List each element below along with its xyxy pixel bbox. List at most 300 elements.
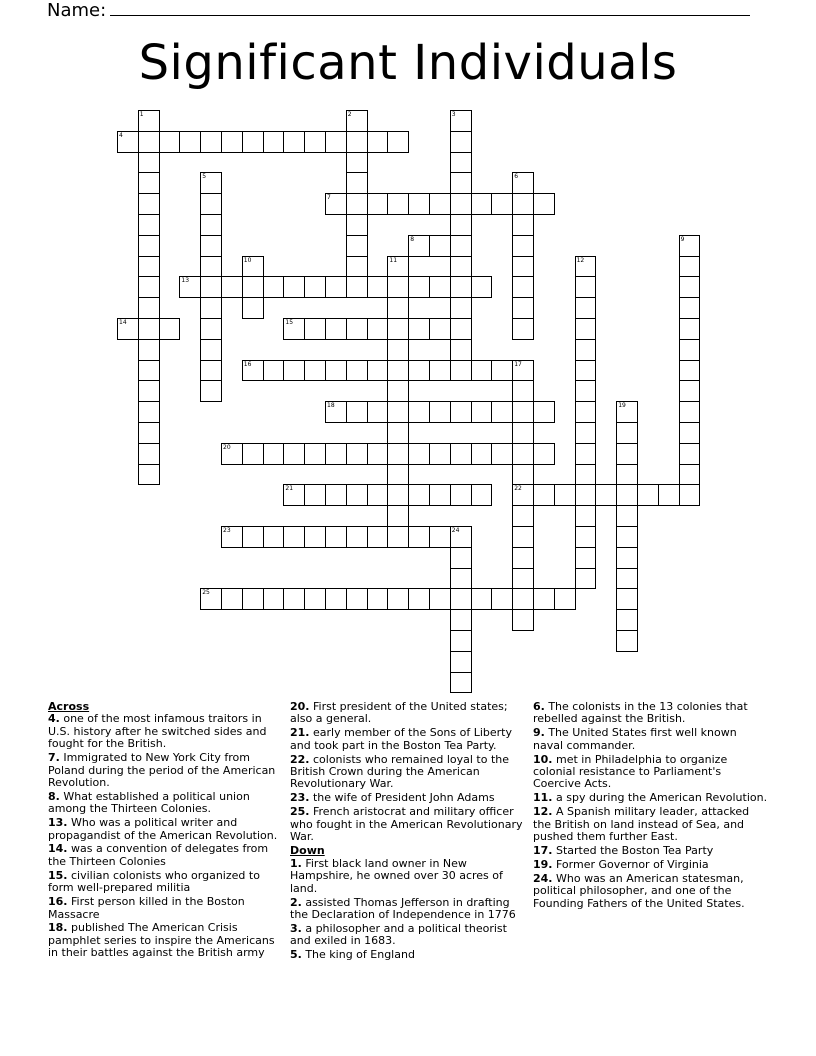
grid-cell[interactable] [325,360,347,382]
clue-number: 23. [290,791,310,805]
clue-number: 22 [514,485,522,493]
grid-cell[interactable] [138,110,160,132]
grid-cell[interactable] [554,484,576,506]
clue-number: 10. [533,752,553,766]
grid-cell[interactable] [491,443,513,465]
grid-cell[interactable] [387,464,409,486]
grid-cell[interactable] [450,172,472,194]
grid-cell[interactable] [387,422,409,444]
grid-cell[interactable] [450,526,472,548]
grid-cell[interactable] [512,609,534,631]
grid-cell[interactable] [179,131,201,153]
grid-cell[interactable] [575,401,597,423]
grid-cell[interactable] [387,193,409,215]
grid-cell[interactable] [387,401,409,423]
grid-cell[interactable] [512,235,534,257]
grid-cell[interactable] [138,276,160,298]
grid-cell[interactable] [679,464,701,486]
grid-cell[interactable] [138,256,160,278]
grid-cell[interactable] [450,568,472,590]
grid-cell[interactable] [512,297,534,319]
grid-cell[interactable] [367,588,389,610]
grid-cell[interactable] [575,339,597,361]
grid-cell[interactable] [616,422,638,444]
grid-cell[interactable] [575,318,597,340]
clue-number: 13. [48,816,68,830]
grid-cell[interactable] [533,484,555,506]
grid-cell[interactable] [387,526,409,548]
grid-cell[interactable] [387,484,409,506]
clue-text: The colonists in the 13 colonies that rebelled against the British. [533,700,748,726]
grid-cell[interactable] [346,235,368,257]
grid-cell[interactable] [283,276,305,298]
grid-cell[interactable] [346,401,368,423]
clue-number: 9 [680,235,685,243]
grid-cell[interactable] [575,568,597,590]
grid-cell[interactable] [575,297,597,319]
grid-cell[interactable] [512,214,534,236]
grid-cell[interactable] [242,276,264,298]
grid-cell[interactable] [408,360,430,382]
grid-cell[interactable] [221,131,243,153]
across-clue [48,870,284,895]
grid-cell[interactable] [304,318,326,340]
grid-cell[interactable] [450,276,472,298]
grid-cell[interactable] [429,235,451,257]
grid-cell[interactable] [138,380,160,402]
clue-text: French aristocrat and military officer who fought in the American Revolutionary War. [290,805,523,844]
grid-cell[interactable] [325,484,347,506]
grid-cell[interactable] [367,360,389,382]
grid-cell[interactable] [138,172,160,194]
grid-cell[interactable] [325,318,347,340]
grid-cell[interactable] [450,214,472,236]
grid-cell[interactable] [138,193,160,215]
grid-cell[interactable] [429,401,451,423]
clue-text: met in Philadelphia to organize colonial resistance to Parliament's Coercive Acts. [533,752,728,791]
grid-cell[interactable] [450,360,472,382]
grid-cell[interactable] [429,588,451,610]
grid-cell[interactable] [575,505,597,527]
grid-cell[interactable] [408,193,430,215]
grid-cell[interactable] [304,526,326,548]
grid-cell[interactable] [450,193,472,215]
clue-text: colonists who remained loyal to the British Crown during the American Revolutionary War. [290,752,510,791]
grid-cell[interactable] [512,464,534,486]
grid-cell[interactable] [346,360,368,382]
grid-cell[interactable] [138,297,160,319]
grid-cell[interactable] [450,547,472,569]
grid-cell[interactable] [242,131,264,153]
grid-cell[interactable] [450,131,472,153]
grid-cell[interactable] [179,276,201,298]
grid-cell[interactable] [512,276,534,298]
grid-cell[interactable] [450,152,472,174]
grid-cell[interactable] [512,568,534,590]
grid-cell[interactable] [429,193,451,215]
down-clue [533,845,769,857]
clue-number: 11 [389,256,398,264]
grid-cell[interactable] [471,360,493,382]
grid-cell[interactable] [138,339,160,361]
grid-cell[interactable] [679,422,701,444]
clue-text: The United States first well known naval commander. [533,726,737,752]
clue-number: 25 [202,589,210,597]
grid-cell[interactable] [429,443,451,465]
grid-cell[interactable] [367,276,389,298]
grid-cell[interactable] [304,443,326,465]
clue-number: 20. [290,700,310,713]
grid-cell[interactable] [263,588,285,610]
grid-cell[interactable] [325,588,347,610]
grid-cell[interactable] [263,131,285,153]
grid-cell[interactable] [117,318,139,340]
grid-cell[interactable] [408,235,430,257]
grid-cell[interactable] [575,422,597,444]
clue-number: 16 [243,360,252,368]
grid-cell[interactable] [429,360,451,382]
grid-cell[interactable] [471,276,493,298]
grid-cell[interactable] [387,505,409,527]
grid-cell[interactable] [575,547,597,569]
clue-text: was a convention of delegates from the Thirteen Colonies [48,842,269,868]
grid-cell[interactable] [450,609,472,631]
grid-cell[interactable] [512,422,534,444]
grid-cell[interactable] [429,526,451,548]
grid-cell[interactable] [325,401,347,423]
grid-cell[interactable] [200,318,222,340]
grid-cell[interactable] [138,214,160,236]
grid-cell[interactable] [512,505,534,527]
grid-cell[interactable] [637,484,659,506]
grid-cell[interactable] [450,318,472,340]
grid-cell[interactable] [283,360,305,382]
grid-cell[interactable] [159,131,181,153]
grid-cell[interactable] [138,401,160,423]
grid-cell[interactable] [512,360,534,382]
clue-text: a spy during the American Revolution. [552,791,768,805]
grid-cell[interactable] [138,422,160,444]
grid-cell[interactable] [512,256,534,278]
grid-cell[interactable] [679,256,701,278]
grid-cell[interactable] [138,464,160,486]
grid-cell[interactable] [304,276,326,298]
grid-cell[interactable] [450,235,472,257]
grid-cell[interactable] [221,276,243,298]
down-clue [533,873,769,910]
grid-cell[interactable] [346,131,368,153]
grid-cell[interactable] [263,276,285,298]
grid-cell[interactable] [325,276,347,298]
grid-cell[interactable] [450,256,472,278]
grid-cell[interactable] [367,443,389,465]
grid-cell[interactable] [491,193,513,215]
grid-cell[interactable] [138,443,160,465]
grid-cell[interactable] [200,339,222,361]
grid-cell[interactable] [304,131,326,153]
across-clue [48,843,284,868]
grid-cell[interactable] [491,360,513,382]
grid-cell[interactable] [367,131,389,153]
grid-cell[interactable] [575,464,597,486]
grid-cell[interactable] [221,588,243,610]
grid-cell[interactable] [679,235,701,257]
grid-cell[interactable] [679,318,701,340]
grid-cell[interactable] [575,443,597,465]
grid-cell[interactable] [429,318,451,340]
grid-cell[interactable] [138,318,160,340]
grid-cell[interactable] [346,318,368,340]
grid-cell[interactable] [138,235,160,257]
grid-cell[interactable] [387,297,409,319]
grid-cell[interactable] [575,256,597,278]
grid-cell[interactable] [450,339,472,361]
down-clue [533,727,769,752]
clue-text: assisted Thomas Jefferson in drafting the Declaration of Independence in 1776 [290,895,516,921]
grid-cell[interactable] [512,443,534,465]
grid-cell[interactable] [533,193,555,215]
grid-cell[interactable] [575,276,597,298]
clue-number: 23 [223,527,231,534]
grid-cell[interactable] [346,276,368,298]
grid-cell[interactable] [346,152,368,174]
grid-cell[interactable] [346,214,368,236]
down-clue [533,792,769,804]
grid-cell[interactable] [200,380,222,402]
grid-cell[interactable] [616,443,638,465]
grid-cell[interactable] [408,526,430,548]
grid-cell[interactable] [138,152,160,174]
grid-cell[interactable] [200,256,222,278]
grid-cell[interactable] [200,360,222,382]
grid-cell[interactable] [242,443,264,465]
grid-cell[interactable] [512,318,534,340]
grid-cell[interactable] [450,484,472,506]
grid-cell[interactable] [429,484,451,506]
grid-cell[interactable] [491,401,513,423]
grid-cell[interactable] [450,110,472,132]
grid-cell[interactable] [263,360,285,382]
grid-cell[interactable] [283,588,305,610]
grid-cell[interactable] [616,505,638,527]
down-clue [290,858,526,895]
grid-cell[interactable] [325,526,347,548]
grid-cell[interactable] [512,484,534,506]
grid-cell[interactable] [512,401,534,423]
grid-cell[interactable] [304,484,326,506]
grid-cell[interactable] [346,484,368,506]
grid-cell[interactable] [450,401,472,423]
grid-cell[interactable] [283,526,305,548]
grid-cell[interactable] [263,443,285,465]
grid-cell[interactable] [387,339,409,361]
grid-cell[interactable] [242,588,264,610]
grid-cell[interactable] [679,360,701,382]
grid-cell[interactable] [679,297,701,319]
grid-cell[interactable] [221,443,243,465]
grid-cell[interactable] [616,484,638,506]
grid-cell[interactable] [512,193,534,215]
grid-cell[interactable] [200,193,222,215]
grid-cell[interactable] [159,318,181,340]
clue-number: 3. [290,921,302,935]
grid-cell[interactable] [408,588,430,610]
clue-number: 7. [48,751,60,765]
grid-cell[interactable] [575,526,597,548]
grid-cell[interactable] [616,630,638,652]
grid-cell[interactable] [429,276,451,298]
grid-cell[interactable] [408,401,430,423]
grid-cell[interactable] [679,401,701,423]
grid-cell[interactable] [367,318,389,340]
clue-text: The king of England [301,948,415,962]
clue-text: Started the Boston Tea Party [552,843,714,857]
grid-cell[interactable] [117,131,139,153]
grid-cell[interactable] [367,401,389,423]
grid-cell[interactable] [200,172,222,194]
grid-cell[interactable] [283,484,305,506]
grid-cell[interactable] [325,443,347,465]
clue-number: 13 [181,277,190,285]
grid-cell[interactable] [367,484,389,506]
grid-cell[interactable] [450,588,472,610]
grid-cell[interactable] [679,339,701,361]
grid-cell[interactable] [679,443,701,465]
down-clue [533,701,769,726]
grid-cell[interactable] [283,131,305,153]
grid-cell[interactable] [471,193,493,215]
grid-cell[interactable] [450,297,472,319]
grid-cell[interactable] [200,235,222,257]
grid-cell[interactable] [575,360,597,382]
across-clue [48,752,284,789]
grid-cell[interactable] [367,526,389,548]
grid-cell[interactable] [595,484,617,506]
grid-cell[interactable] [263,526,285,548]
grid-cell[interactable] [616,568,638,590]
grid-cell[interactable] [242,256,264,278]
grid-cell[interactable] [512,588,534,610]
grid-cell[interactable] [658,484,680,506]
grid-cell[interactable] [616,464,638,486]
grid-cell[interactable] [512,380,534,402]
grid-cell[interactable] [346,526,368,548]
grid-cell[interactable] [304,360,326,382]
grid-cell[interactable] [616,401,638,423]
across-clue [290,792,526,804]
grid-cell[interactable] [346,256,368,278]
clue-number: 1. [290,856,302,870]
grid-cell[interactable] [387,588,409,610]
grid-cell[interactable] [387,131,409,153]
grid-cell[interactable] [346,172,368,194]
clue-text: a philosopher and a political theorist and exiled in 1683. [290,921,507,948]
down-clue [533,806,769,843]
grid-cell[interactable] [533,443,555,465]
grid-cell[interactable] [367,193,389,215]
grid-cell[interactable] [346,443,368,465]
grid-cell[interactable] [512,547,534,569]
grid-cell[interactable] [304,588,326,610]
grid-cell[interactable] [387,360,409,382]
grid-cell[interactable] [138,131,160,153]
clue-number: 1 [139,111,144,118]
grid-cell[interactable] [242,360,264,382]
grid-cell[interactable] [325,131,347,153]
grid-cell[interactable] [512,526,534,548]
grid-cell[interactable] [346,588,368,610]
grid-cell[interactable] [575,380,597,402]
grid-cell[interactable] [679,380,701,402]
grid-cell[interactable] [346,110,368,132]
grid-cell[interactable] [491,588,513,610]
grid-cell[interactable] [450,651,472,673]
clue-number: 21 [285,485,294,493]
grid-cell[interactable] [200,588,222,610]
grid-cell[interactable] [616,588,638,610]
grid-cell[interactable] [387,256,409,278]
grid-cell[interactable] [283,318,305,340]
clue-number: 11. [533,791,553,805]
grid-cell[interactable] [346,193,368,215]
grid-cell[interactable] [450,672,472,694]
clue-number: 12 [576,256,585,264]
grid-cell[interactable] [242,297,264,319]
grid-cell[interactable] [450,443,472,465]
grid-cell[interactable] [408,443,430,465]
grid-cell[interactable] [387,318,409,340]
clue-number: 4 [119,131,123,139]
clue-number: 14 [119,319,127,326]
grid-cell[interactable] [200,297,222,319]
down-clue [290,923,526,948]
grid-cell[interactable] [616,547,638,569]
grid-cell[interactable] [325,193,347,215]
grid-cell[interactable] [616,526,638,548]
grid-cell[interactable] [200,131,222,153]
grid-cell[interactable] [471,588,493,610]
grid-cell[interactable] [512,172,534,194]
grid-cell[interactable] [408,318,430,340]
grid-cell[interactable] [408,276,430,298]
grid-cell[interactable] [200,276,222,298]
grid-cell[interactable] [471,443,493,465]
grid-cell[interactable] [450,630,472,652]
grid-cell[interactable] [387,443,409,465]
grid-cell[interactable] [138,360,160,382]
grid-cell[interactable] [408,484,430,506]
grid-cell[interactable] [471,401,493,423]
down-clue [533,754,769,791]
grid-cell[interactable] [679,276,701,298]
grid-cell[interactable] [575,484,597,506]
clue-number: 14. [48,842,68,856]
grid-cell[interactable] [533,588,555,610]
grid-cell[interactable] [387,380,409,402]
grid-cell[interactable] [616,609,638,631]
grid-cell[interactable] [221,526,243,548]
grid-cell[interactable] [283,443,305,465]
clue-number: 19. [533,857,553,871]
grid-cell[interactable] [554,588,576,610]
grid-cell[interactable] [242,526,264,548]
grid-cell[interactable] [200,214,222,236]
grid-cell[interactable] [679,484,701,506]
grid-cell[interactable] [533,401,555,423]
grid-cell[interactable] [387,276,409,298]
grid-cell[interactable] [471,484,493,506]
across-heading: Across [48,700,90,713]
